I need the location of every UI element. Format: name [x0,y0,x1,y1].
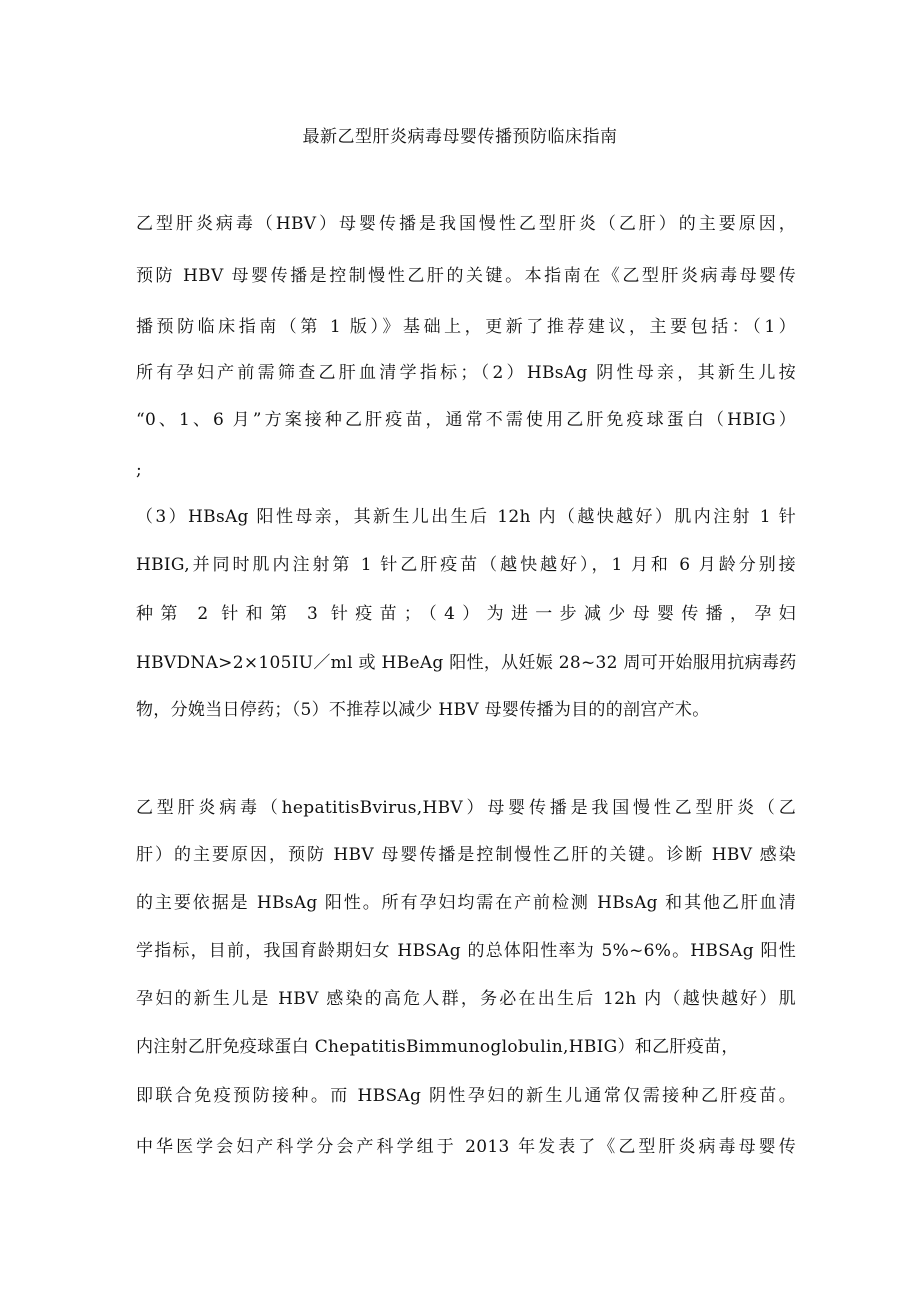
paragraph-line: ; [136,460,143,480]
paragraph-line: 乙型肝炎病毒（hepatitisBvirus,HBV）母婴传播是我国慢性乙型肝炎（乙 [136,798,796,818]
paragraph-line: 预防 HBV 母婴传播是控制慢性乙肝的关键。本指南在《乙型肝炎病毒母婴传 [136,266,796,286]
paragraph-line: HBVDNA>2×105IU／ml 或 HBeAg 阳性，从妊娠 28~32 周可开始服用抗病毒药 [136,653,796,673]
paragraph-line: 即联合免疫预防接种。而 HBSAg 阴性孕妇的新生儿通常仅需接种乙肝疫苗。 [136,1086,796,1106]
paragraph-line: 种第 2 针和第 3 针疫苗；（4）为进一步减少母婴传播，孕妇 [136,604,796,624]
paragraph-line: HBIG,并同时肌内注射第 1 针乙肝疫苗（越快越好），1 月和 6 月龄分别接 [136,555,796,575]
paragraph-line: 的主要依据是 HBsAg 阳性。所有孕妇均需在产前检测 HBsAg 和其他乙肝血清 [136,893,796,913]
paragraph-line: 肝）的主要原因，预防 HBV 母婴传播是控制慢性乙肝的关键。诊断 HBV 感染 [136,845,796,865]
paragraph-line: 学指标，目前，我国育龄期妇女 HBSAg 的总体阳性率为 5%~6%。HBSAg 阳性 [136,941,796,961]
paragraph-line: 乙型肝炎病毒（HBV）母婴传播是我国慢性乙型肝炎（乙肝）的主要原因， [136,214,796,234]
paragraph-line: 播预防临床指南（第 1 版）》基础上，更新了推荐建议，主要包括：（1） [136,317,796,337]
paragraph-line: “0、1、6 月”方案接种乙肝疫苗，通常不需使用乙肝免疫球蛋白（HBIG） [136,410,796,430]
paragraph-line: 内注射乙肝免疫球蛋白 ChepatitisBimmunoglobulin,HBIG）和乙肝疫苗， [136,1037,739,1057]
paragraph-line: （3）HBsAg 阳性母亲，其新生儿出生后 12h 内（越快越好）肌内注射 1 针 [136,507,796,527]
paragraph-line: 所有孕妇产前需筛查乙肝血清学指标；（2）HBsAg 阴性母亲，其新生儿按 [136,363,796,383]
paragraph-line: 中华医学会妇产科学分会产科学组于 2013 年发表了《乙型肝炎病毒母婴传 [136,1137,796,1157]
paragraph-line: 物，分娩当日停药；（5）不推荐以减少 HBV 母婴传播为目的的剖宫产术。 [136,700,710,720]
document-title: 最新乙型肝炎病毒母婴传播预防临床指南 [302,127,618,147]
paragraph-line: 孕妇的新生儿是 HBV 感染的高危人群，务必在出生后 12h 内（越快越好）肌 [136,989,796,1009]
